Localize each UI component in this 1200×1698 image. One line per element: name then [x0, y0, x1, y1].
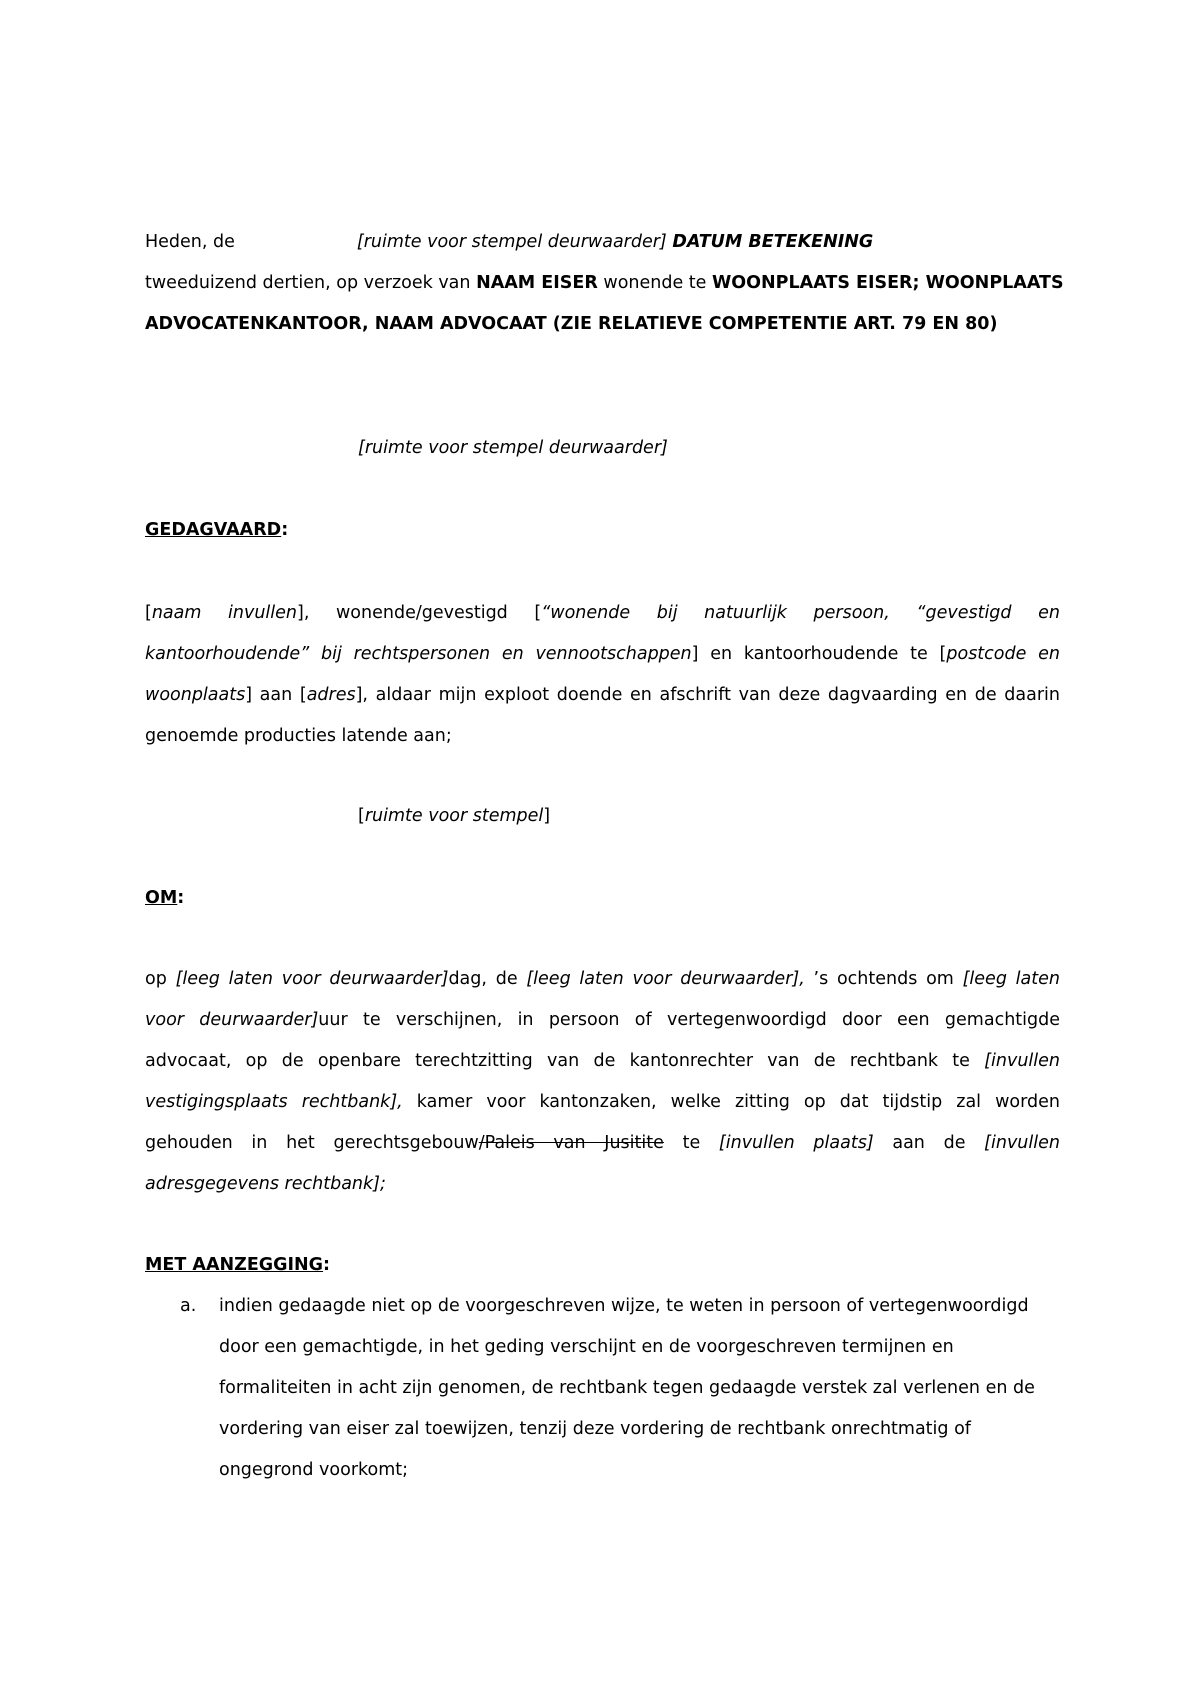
intro-text: tweeduizend dertien, op verzoek van [145, 273, 477, 293]
placeholder: ruimte voor stempel [364, 806, 544, 826]
text: ], wonende/gevestigd [ [297, 603, 542, 623]
list-item-line: indien gedaagde niet op de voorgeschreven wijze, te weten in persoon of vertegenwoordigd [219, 1296, 1029, 1316]
text: dag, de [448, 969, 527, 989]
list-item-line: door een gemachtigde, in het geding verschijnt en de voorgeschreven termijnen en [219, 1337, 954, 1357]
list-item-line: ongegrond voorkomt; [219, 1460, 409, 1480]
summoned-line-4: genoemde producties latende aan; [145, 726, 452, 746]
text: kamer voor kantonzaken, welke zitting op dat tijdstip zal worden [402, 1092, 1060, 1112]
heading-text: MET AANZEGGING [145, 1255, 324, 1275]
stamp-placeholder-1: [ruimte voor stempel deurwaarder] [358, 438, 668, 458]
heading-text: OM [145, 888, 178, 908]
placeholder: adres [306, 685, 356, 705]
placeholder: [leeg laten voor deurwaarder], [526, 969, 805, 989]
text: ] en kantoorhoudende te [ [691, 644, 947, 664]
bracket: [ [358, 806, 365, 826]
date-placeholder: DATUM BETEKENING [672, 232, 874, 252]
placeholder: [leeg laten [962, 969, 1060, 989]
text: ’s ochtends om [804, 969, 963, 989]
stamp-placeholder-2 [358, 804, 550, 828]
intro-line-2 [145, 271, 1064, 295]
summoned-line-3 [145, 683, 1060, 707]
om-line-2 [145, 1008, 1060, 1032]
placeholder: vestigingsplaats rechtbank], [145, 1092, 403, 1112]
placeholder: [leeg laten voor deurwaarder] [175, 969, 449, 989]
text: gehouden in het gerechtsgebouw [145, 1133, 479, 1153]
heading-colon: : [281, 520, 289, 540]
placeholder: [invullen plaats] [718, 1133, 874, 1153]
heading-met-aanzegging [145, 1253, 330, 1277]
heading-om [145, 886, 184, 910]
placeholder: woonplaats [145, 685, 246, 705]
text: ] aan [ [245, 685, 307, 705]
struck-text: /Paleis van Jusitite [478, 1133, 664, 1153]
placeholder: [invullen [984, 1133, 1060, 1153]
list-marker: a. [180, 1296, 197, 1316]
om-line-3 [145, 1049, 1060, 1073]
summoned-line-2 [145, 642, 1060, 666]
intro-text: wonende te [597, 273, 712, 293]
placeholder: “wonende bij natuurlijk persoon, “gevestigd en [541, 603, 1060, 623]
text: ], aldaar mijn exploot doende en afschrift van deze dagvaarding en de daarin [355, 685, 1060, 705]
claimant-residence: WOONPLAATS EISER; WOONPLAATS [711, 273, 1064, 293]
placeholder: naam invullen [151, 603, 297, 623]
bracket: ] [543, 806, 551, 826]
placeholder: [invullen [984, 1051, 1060, 1071]
om-line-4 [145, 1090, 1060, 1114]
om-line-6: adresgegevens rechtbank]; [145, 1174, 386, 1194]
placeholder: kantoorhoudende” bij rechtspersonen en vennootschappen [145, 644, 692, 664]
heading-text: GEDAGVAARD [145, 520, 282, 540]
intro-text: Heden, de [145, 232, 235, 252]
placeholder: voor deurwaarder] [145, 1010, 319, 1030]
list-item-line: vordering van eiser zal toewijzen, tenzij deze vordering de rechtbank onrechtmatig of [219, 1419, 971, 1439]
bracket: [ [145, 603, 152, 623]
claimant-name: NAAM EISER [476, 273, 598, 293]
intro-line-1 [145, 230, 873, 254]
text: advocaat, op de openbare terechtzitting van de kantonrechter van de rechtbank te [145, 1051, 985, 1071]
intro-line-3: ADVOCATENKANTOOR, NAAM ADVOCAAT (ZIE RELATIEVE COMPETENTIE ART. 79 EN 80) [145, 314, 998, 334]
text: uur te verschijnen, in persoon of vertegenwoordigd door een gemachtigde [318, 1010, 1060, 1030]
om-line-5 [145, 1131, 1060, 1155]
text: aan de [873, 1133, 985, 1153]
placeholder: postcode en [946, 644, 1060, 664]
text: op [145, 969, 176, 989]
list-item-line: formaliteiten in acht zijn genomen, de rechtbank tegen gedaagde verstek zal verlenen en de [219, 1378, 1035, 1398]
stamp-placeholder: [ruimte voor stempel deurwaarder] [356, 232, 667, 252]
heading-colon: : [177, 888, 185, 908]
text: te [663, 1133, 719, 1153]
om-line-1 [145, 967, 1060, 991]
summoned-line-1 [145, 601, 1060, 625]
heading-colon: : [323, 1255, 331, 1275]
heading-gedagvaard [145, 518, 288, 542]
